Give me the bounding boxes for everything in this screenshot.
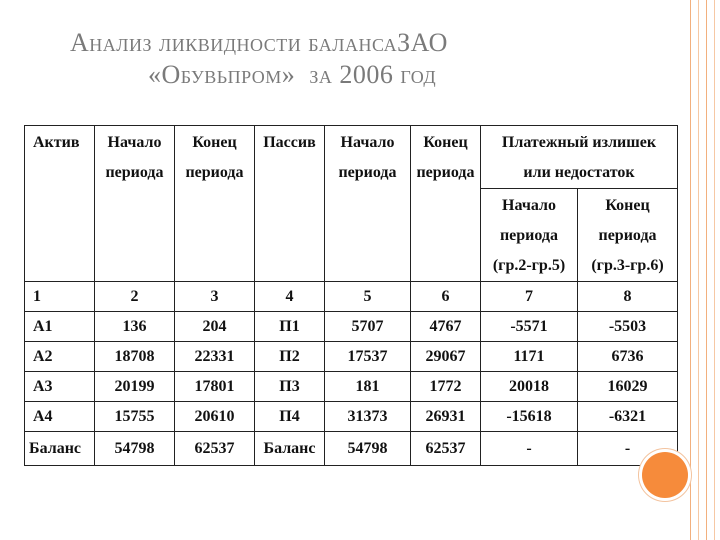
- col-number: 1: [25, 282, 95, 312]
- header-sub-end-line1: Конец: [605, 197, 650, 214]
- table-cell: 26931: [411, 402, 481, 432]
- col-number: 3: [175, 282, 255, 312]
- frame-line: [698, 0, 699, 540]
- table-cell: 16029: [578, 372, 678, 402]
- header-sub-end-line3: (гр.3-гр.6): [591, 257, 664, 274]
- title-year: 2006: [339, 60, 394, 89]
- table-cell: А2: [25, 342, 95, 372]
- header-aktiv: [25, 126, 95, 282]
- table-cell: Баланс: [255, 432, 325, 466]
- header-start: [95, 126, 175, 282]
- table-cell: 204: [175, 312, 255, 342]
- table-cell: 17537: [325, 342, 411, 372]
- column-number-row: [25, 282, 678, 312]
- table-cell: 20610: [175, 402, 255, 432]
- table-cell: А4: [25, 402, 95, 432]
- header-surplus-line2: или недостаток: [523, 164, 635, 181]
- col-number: 2: [95, 282, 175, 312]
- liquidity-table: [24, 125, 678, 466]
- table-cell: 1772: [411, 372, 481, 402]
- table-cell: А1: [25, 312, 95, 342]
- table-row: [25, 402, 678, 432]
- header-end-line1: Конец: [192, 134, 237, 151]
- table-row: [25, 372, 678, 402]
- table-cell: -6321: [578, 402, 678, 432]
- header-sub-start: [481, 189, 578, 282]
- table-cell: Баланс: [25, 432, 95, 466]
- table-cell: П3: [255, 372, 325, 402]
- header-end-line2: периода: [185, 164, 244, 181]
- table-cell: 20199: [95, 372, 175, 402]
- table-cell: 181: [325, 372, 411, 402]
- header-passiv-label: Пассив: [263, 134, 316, 151]
- col-number: 8: [578, 282, 678, 312]
- header-pstart-line1: Начало: [340, 134, 395, 151]
- title-word-za: за: [309, 60, 333, 89]
- table-cell: 17801: [175, 372, 255, 402]
- table-cell: -15618: [481, 402, 578, 432]
- table-cell: 136: [95, 312, 175, 342]
- title-line-1: [70, 28, 630, 58]
- header-sub-start-line3: (гр.2-гр.5): [492, 257, 566, 274]
- col-number: 7: [481, 282, 578, 312]
- header-pstart-line2: периода: [338, 164, 397, 181]
- frame-line: [690, 0, 691, 540]
- table-cell: 62537: [411, 432, 481, 466]
- header-row-1: [25, 126, 678, 189]
- title-word-god: год: [400, 60, 437, 89]
- table-cell: 4767: [411, 312, 481, 342]
- table-cell: 54798: [325, 432, 411, 466]
- table-cell: -5503: [578, 312, 678, 342]
- title-line-2: [70, 60, 630, 90]
- header-start-line2: периода: [105, 164, 164, 181]
- table-cell: 22331: [175, 342, 255, 372]
- title-text: Анализ ликвидности баланса: [70, 28, 398, 57]
- table-cell: -: [578, 432, 678, 466]
- col-number: 6: [411, 282, 481, 312]
- table-row-total: [25, 432, 678, 466]
- header-sub-end-line2: периода: [598, 227, 657, 244]
- table-row: [25, 312, 678, 342]
- title-company-type: ЗАО: [397, 28, 448, 57]
- title-company-name: «Обувьпром»: [148, 60, 296, 89]
- table-cell: 5707: [325, 312, 411, 342]
- table-cell: 15755: [95, 402, 175, 432]
- table-cell: 29067: [411, 342, 481, 372]
- decorative-circle: [642, 452, 688, 498]
- frame-line: [706, 0, 707, 540]
- slide-title: [70, 28, 630, 90]
- header-end: [175, 126, 255, 282]
- table-cell: 1171: [481, 342, 578, 372]
- header-sub-start-line2: периода: [499, 227, 559, 244]
- table-cell: 20018: [481, 372, 578, 402]
- header-passiv: [255, 126, 325, 282]
- table-row: [25, 342, 678, 372]
- table-cell: П4: [255, 402, 325, 432]
- liquidity-table-wrapper: [24, 125, 677, 463]
- header-sub-end: [578, 189, 678, 282]
- table-cell: 18708: [95, 342, 175, 372]
- col-number: 5: [325, 282, 411, 312]
- col-number: 4: [255, 282, 325, 312]
- header-start-line1: Начало: [107, 134, 162, 151]
- header-surplus: [481, 126, 678, 189]
- header-sub-start-line1: Начало: [502, 197, 556, 214]
- header-pend: [411, 126, 481, 282]
- table-cell: 6736: [578, 342, 678, 372]
- header-pstart: [325, 126, 411, 282]
- header-pend-line2: периода: [416, 164, 475, 181]
- table-cell: 54798: [95, 432, 175, 466]
- header-aktiv-label: Актив: [33, 134, 80, 151]
- table-cell: 62537: [175, 432, 255, 466]
- header-pend-line1: Конец: [423, 134, 468, 151]
- table-cell: -5571: [481, 312, 578, 342]
- table-cell: П1: [255, 312, 325, 342]
- frame-line: [714, 0, 715, 540]
- table-cell: А3: [25, 372, 95, 402]
- table-cell: П2: [255, 342, 325, 372]
- table-cell: 31373: [325, 402, 411, 432]
- table-cell: -: [481, 432, 578, 466]
- header-surplus-line1: Платежный излишек: [501, 134, 657, 151]
